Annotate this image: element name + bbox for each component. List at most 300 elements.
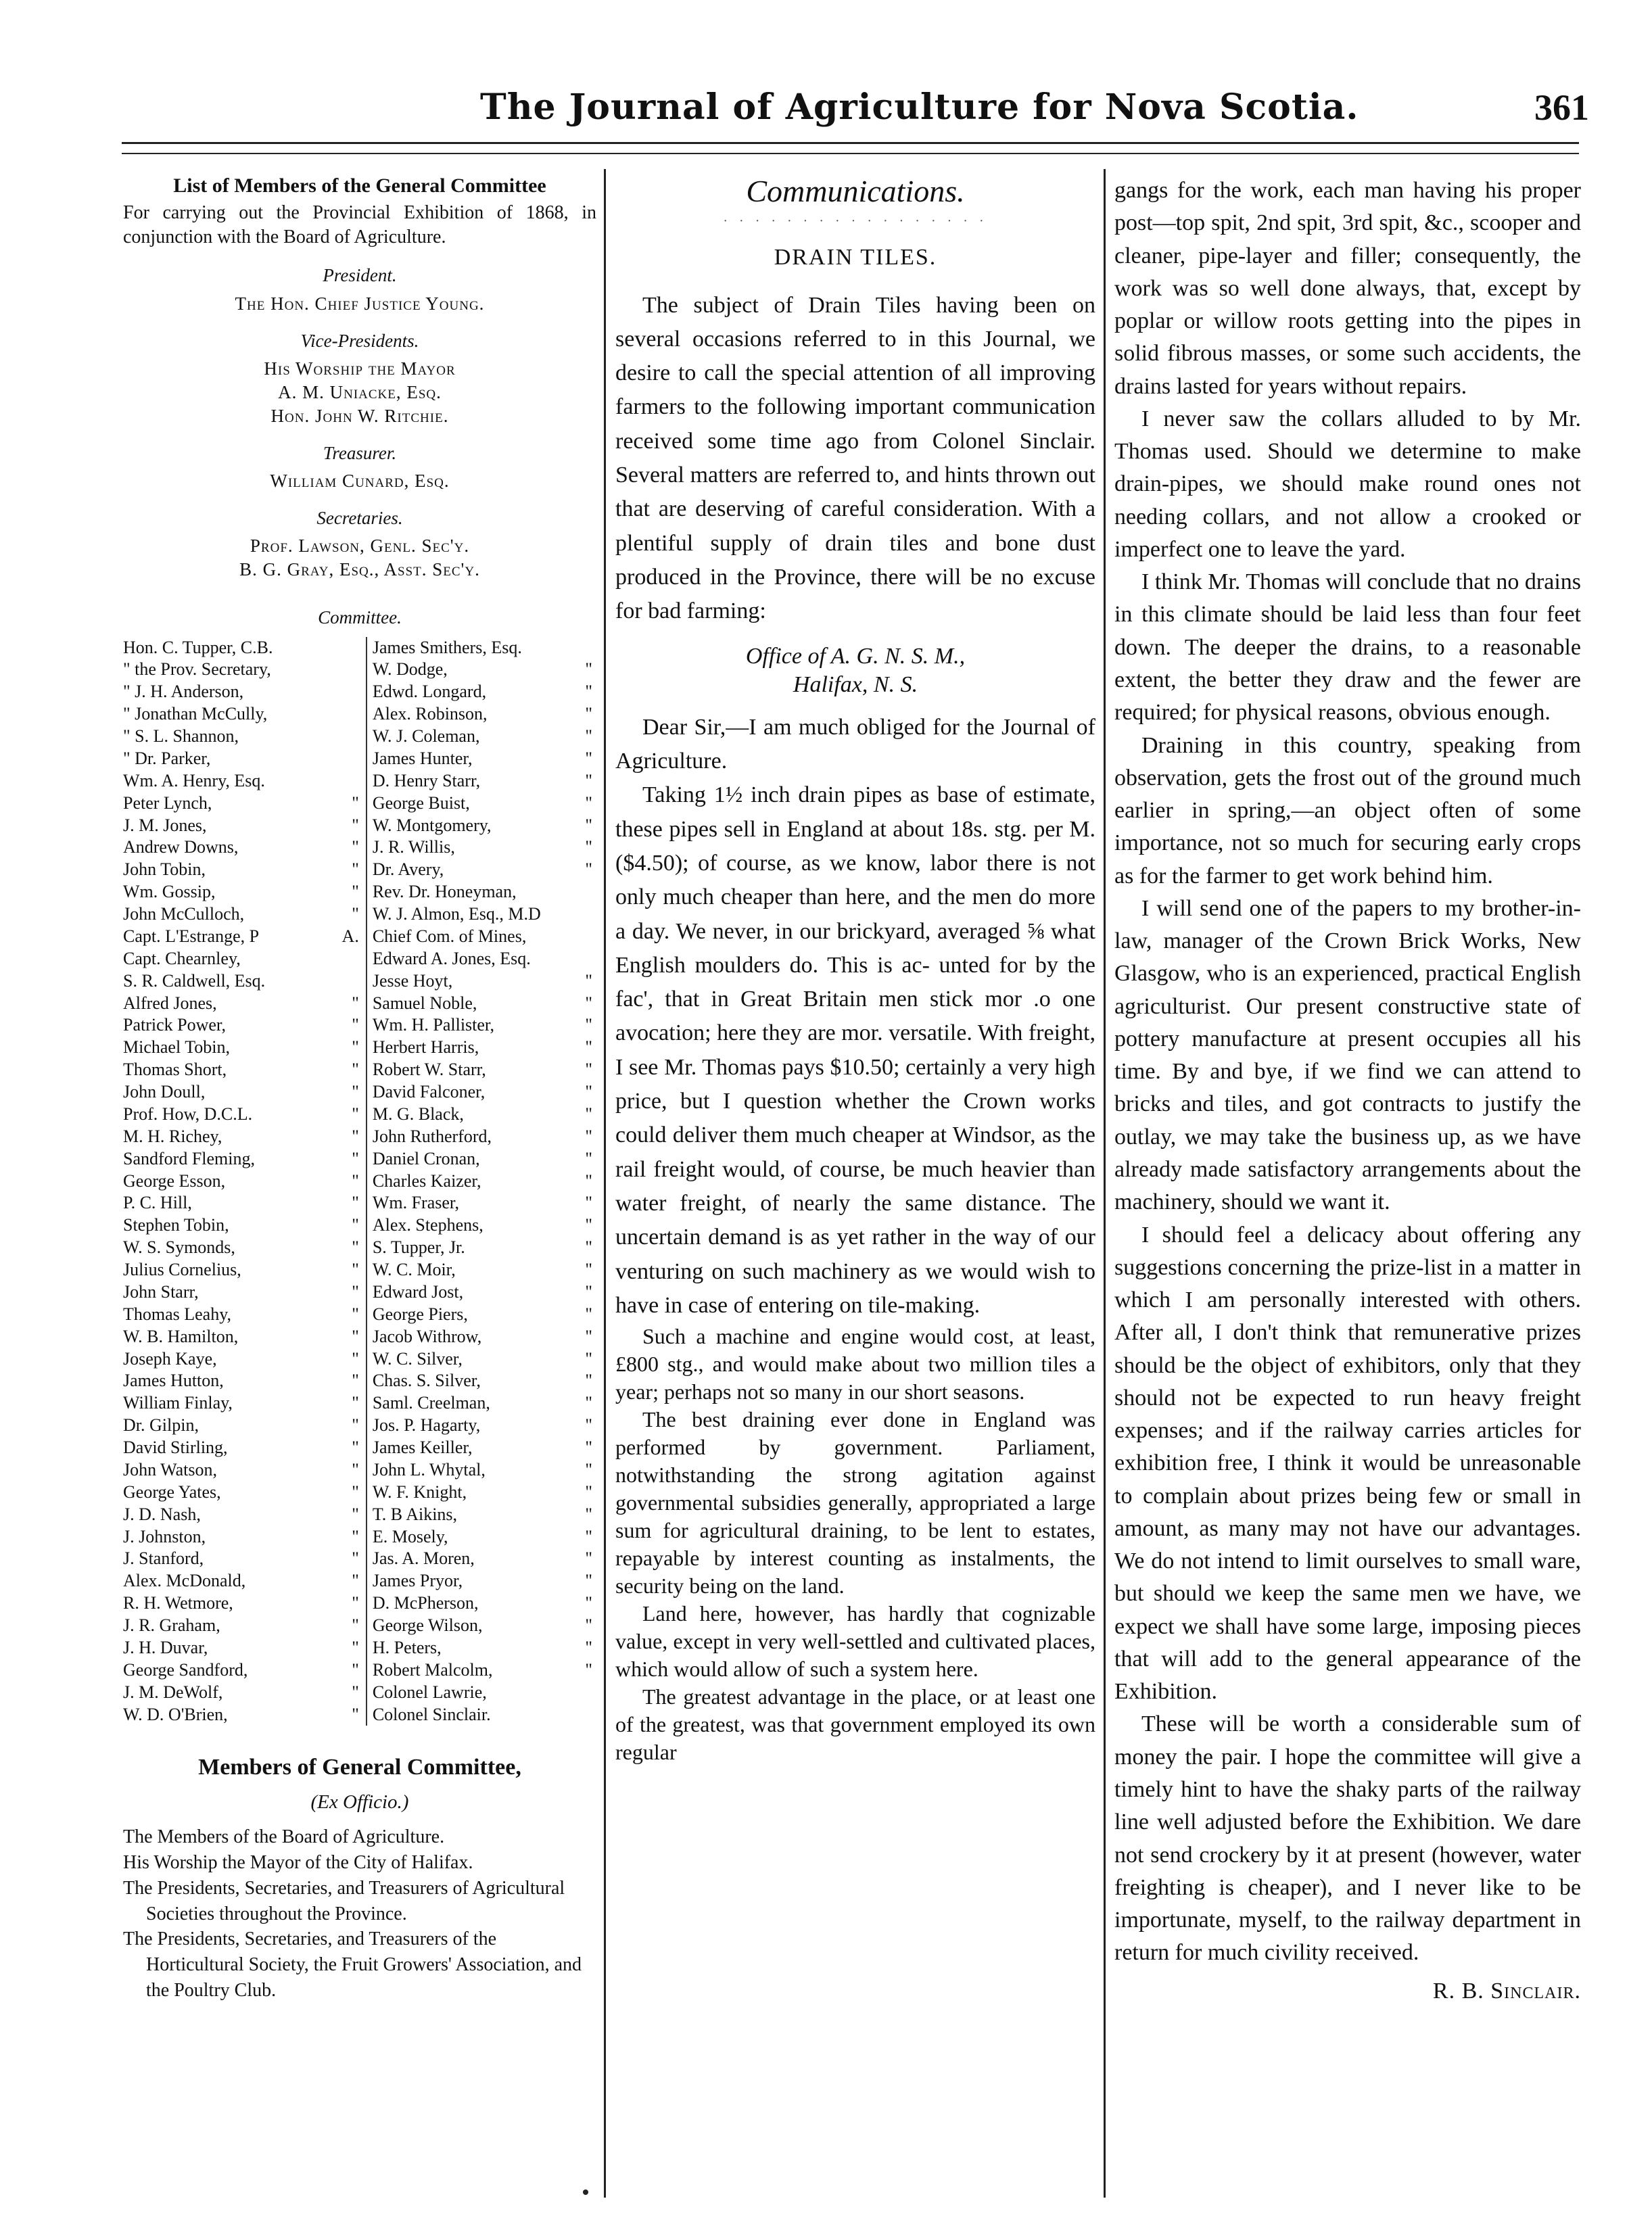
committee-member [373,1504,596,1526]
committee-member [373,770,596,792]
ditto-mark: " [585,1260,592,1280]
ditto-mark: " [585,1348,592,1369]
committee-member-name: John Rutherford, [372,1126,492,1146]
committee-member-name: John Starr, [123,1281,199,1302]
ditto-mark: " [585,1393,592,1413]
ditto-mark: " [352,1438,359,1458]
committee-member-name: W. J. Almon, Esq., M.D [372,904,541,924]
signature: R. B. Sinclair. [1432,1978,1581,2004]
committee-member-name: James Keiller, [372,1438,473,1458]
ditto-mark: " [352,1615,359,1636]
ditto-mark: " [352,1193,359,1213]
committee-member [373,703,596,726]
committee-member-name: Joseph Kaye, [123,1348,217,1369]
treasurer-label: Treasurer. [323,442,397,463]
ditto-mark: " [352,1393,359,1413]
ditto-mark: " [585,1459,592,1479]
committee-member-name: J. Johnston, [123,1526,206,1546]
ditto-mark [359,770,363,792]
committee-member [373,970,596,993]
committee-member-name: W. Dodge, [372,659,448,680]
ornament-divider: · · · · · · · · · · · · · · · · · [723,213,988,229]
ditto-mark: " [352,1348,359,1369]
committee-member-name: John Doull, [123,1082,206,1102]
committee-member-name: D. Henry Starr, [372,770,481,790]
ditto-mark: " [585,1438,592,1458]
committee-member-name: " Dr. Parker, [123,748,211,768]
committee-member [123,1415,363,1437]
committee-member-name: M. H. Richey, [123,1126,222,1146]
ditto-mark: " [585,1615,592,1636]
committee-member-name: Colonel Lawrie, [372,1682,487,1702]
committee-member [123,1637,363,1659]
committee-member [373,637,596,659]
committee-member [123,1037,363,1059]
ditto-mark: " [352,1326,359,1346]
committee-list [123,637,596,1726]
committee-member [373,1392,596,1415]
committee-member-name: Dr. Avery, [372,859,444,880]
committee-member-name: George Esson, [123,1170,226,1191]
committee-member-name: Capt. L'Estrange, P [123,926,260,946]
ditto-mark: " [585,792,592,813]
ditto-mark [359,970,363,993]
committee-member-name: Wm. Gossip, [123,882,216,902]
committee-member-name: William Finlay, [123,1393,233,1413]
committee-member-name: " J. H. Anderson, [123,682,244,702]
ditto-mark: " [352,1037,359,1058]
ditto-mark: " [352,1593,359,1613]
committee-member [373,659,596,681]
committee-member-name: Wm. H. Pallister, [372,1015,495,1035]
committee-member [123,1570,363,1592]
middle-column [615,174,1095,1766]
left-column [123,174,596,2004]
ditto-mark: " [352,859,359,880]
committee-member-name: Sandford Fleming, [123,1148,255,1168]
committee-member-name: W. Montgomery, [372,815,492,835]
committee-member [373,1548,596,1570]
committee-member-name: W. D. O'Brien, [123,1704,228,1724]
committee-member-name: James Smithers, Esq. [372,637,522,657]
committee-member-name: George Sandford, [123,1659,248,1680]
ditto-mark: " [585,1104,592,1124]
committee-member [373,859,596,881]
committee-member [373,1326,596,1348]
ditto-mark: " [585,1082,592,1102]
letter-paragraph: These will be worth a considerable sum of money the pair. I hope the committee will give a timely hint to have the shaky parts of the railway line well adjusted before the Exhibition. We dare not send crockery by it at present (however, water freighting is cheaper), and I never like to be importunate, myself, to the railway department in return for much civility received. [1114,1711,1581,1966]
committee-member-name: Dr. Gilpin, [123,1415,199,1436]
committee-member-name: John Watson, [123,1459,217,1479]
committee-member-name: Stephen Tobin, [123,1215,229,1235]
ditto-mark: " [585,1170,592,1191]
member-entry: The Members of the Board of Agriculture. [123,1826,445,1848]
ditto-mark: " [352,837,359,857]
president-label: President. [323,265,397,286]
committee-member-name: Thomas Leahy, [123,1304,232,1324]
committee-member [373,836,596,859]
committee-member-name: George Buist, [372,792,470,813]
ditto-mark: " [585,1015,592,1035]
committee-member-name: " the Prov. Secretary, [123,659,271,680]
committee-member-name: John Tobin, [123,859,206,880]
letter-paragraph: I think Mr. Thomas will conclude that no drains in this climate should be laid less than four feet down. The deeper the drains, to a reasonable extent, the better they draw and the fewer are required; for physical reasons, obvious enough. [1114,569,1582,726]
committee-member [373,1526,596,1548]
member-entry: The Presidents, Secretaries, and Treasurers of Agricultural Societies throughout the Province. [123,1877,565,1924]
right-column [1114,174,1581,2008]
ditto-mark [359,703,363,726]
ditto-mark [359,726,363,748]
letter-paragraph: The best draining ever done in England was performed by government. Parliament, notwithstanding the strong agitation against governmental subsidies generally, appropriated a large sum for agricultural draining, to be lent to estates, repayable by interest counting as instalments, the security being on the land. [615,1407,1095,1598]
committee-member [123,1014,363,1037]
ditto-mark [592,926,596,948]
ditto-mark: " [585,1193,592,1213]
ditto-mark: " [352,1526,359,1546]
committee-member-name: George Yates, [123,1482,221,1502]
committee-member-name: Colonel Sinclair. [372,1704,491,1724]
committee-member [123,770,363,792]
ditto-mark: " [585,682,592,702]
member-entry: His Worship the Mayor of the City of Halifax. [123,1852,473,1874]
vice-presidents-label: Vice-Presidents. [300,330,419,351]
ditto-mark: " [585,748,592,768]
committee-member [373,1192,596,1214]
committee-member [123,703,363,726]
committee-member-name: W. S. Symonds, [123,1237,235,1258]
committee-member [123,1348,363,1371]
ditto-mark: " [585,1504,592,1524]
ditto-mark: " [585,1637,592,1657]
committee-member-name: Wm. A. Henry, Esq. [123,770,265,790]
committee-member [123,1659,363,1682]
committee-member-name: Charles Kaizer, [372,1170,481,1191]
ditto-mark: " [352,1148,359,1168]
letter-paragraph: The greatest advantage in the place, or at least one of the greatest, was that government employed its own regular [615,1684,1095,1764]
ditto-mark: " [352,993,359,1013]
page-number: 361 [1534,87,1589,128]
committee-member [123,1592,363,1615]
committee-member-name: Wm. Fraser, [372,1193,460,1213]
committee-member [123,836,363,859]
committee-member-name: John L. Whytal, [372,1459,486,1479]
committee-member [123,1548,363,1570]
committee-member [123,1326,363,1348]
committee-member-name: W. C. Silver, [372,1348,463,1369]
committee-member-name: J. D. Nash, [123,1504,201,1524]
committee-member [373,1637,596,1659]
committee-member [123,1615,363,1637]
committee-member-name: " S. L. Shannon, [123,726,239,747]
ditto-mark: " [585,1415,592,1436]
article-intro: The subject of Drain Tiles having been on several occasions referred to in this Journal, we desire to call the special attention of all improving farmers to the following important communication received some time ago from Colonel Sinclair. Several matters are referred to, and hints thrown out that are deserving of careful consideration. With a plentiful supply of drain tiles and bone dust produced in the Province, there will be no excuse for bad farming: [615,292,1095,624]
ditto-mark: " [352,1482,359,1502]
committee-member [373,1237,596,1259]
committee-member-name: Alex. McDonald, [123,1571,246,1591]
ditto-mark: " [585,1237,592,1258]
secretary-2: B. G. Gray, Esq., Asst. Sec'y. [239,559,480,580]
committee-member [373,1037,596,1059]
committee-member-name: J. M. DeWolf, [123,1682,223,1702]
committee-member-name: Herbert Harris, [372,1037,479,1058]
ditto-mark: " [352,1082,359,1102]
committee-member [373,1570,596,1592]
ditto-mark: " [585,970,592,991]
ditto-mark: " [585,770,592,790]
committee-member-name: J. R. Graham, [123,1615,220,1636]
ditto-mark: " [585,659,592,680]
vice-president-3: Hon. John W. Ritchie. [270,405,449,426]
committee-member-name: J. H. Duvar, [123,1637,208,1657]
ditto-mark [592,948,596,970]
committee-member-name: John McCulloch, [123,904,245,924]
committee-list-left [123,637,367,1726]
committee-member-name: E. Mosely, [372,1526,448,1546]
committee-member [123,1370,363,1392]
ditto-mark: " [352,1571,359,1591]
committee-member [123,1437,363,1459]
committee-member-name: T. B Aikins, [372,1504,458,1524]
committee-member [123,748,363,770]
committee-member [123,970,363,993]
committee-member [373,1615,596,1637]
committee-member [373,1014,596,1037]
ditto-mark: " [585,1371,592,1391]
committee-member-name: Capt. Chearnley, [123,948,241,968]
committee-member [123,681,363,703]
president-name: The Hon. Chief Justice Young. [235,293,485,314]
committee-member [373,1304,596,1326]
committee-member-name: W. B. Hamilton, [123,1326,239,1346]
committee-member [373,1482,596,1504]
member-entry: The Presidents, Secretaries, and Treasurers of the Horticultural Society, the Fruit Growers' Association, and the Poultry Club. [123,1928,582,2002]
ditto-mark: " [352,1704,359,1724]
committee-member-name: Daniel Cronan, [372,1148,480,1168]
ditto-mark: " [352,815,359,835]
committee-member-name: James Hunter, [372,748,473,768]
committee-member [373,903,596,926]
committee-member [373,1126,596,1148]
committee-member [123,1081,363,1104]
committee-member-name: Alex. Stephens, [372,1215,483,1235]
ornament-dot [583,2189,588,2195]
committee-member [123,1504,363,1526]
page-header [101,87,1589,141]
committee-member [123,1104,363,1126]
ditto-mark: " [352,1415,359,1436]
committee-member-name: R. H. Wetmore, [123,1593,233,1613]
committee-member-name: Andrew Downs, [123,837,239,857]
committee-member [123,1214,363,1237]
header-rule-top [122,142,1579,144]
committee-member-name: S. R. Caldwell, Esq. [123,970,266,991]
ditto-mark: " [585,837,592,857]
ditto-mark: " [352,1659,359,1680]
committee-member [123,1526,363,1548]
journal-title: The Journal of Agriculture for Nova Scotia. [480,87,1359,128]
committee-member-name: Prof. How, D.C.L. [123,1104,253,1124]
committee-member-name: Rev. Dr. Honeyman, [372,882,517,902]
committee-member-name: " Jonathan McCully, [123,704,268,724]
committee-member [373,1214,596,1237]
letter-salutation: Dear Sir,—I am much obliged for the Journal of Agriculture. [615,714,1095,774]
letter-paragraph: I never saw the collars alluded to by Mr. Thomas used. Should we determine to make drain-pipes, we should make round ones not needing collars, and not allow a crooked or imperfect one to leave the yard. [1114,406,1581,562]
committee-member-name: Jas. A. Moren, [372,1548,475,1569]
ditto-mark: " [585,815,592,835]
committee-member [373,1059,596,1081]
article-title: DRAIN TILES. [774,245,937,270]
ditto-mark [592,881,596,903]
letter-address [615,642,1095,700]
list-intro: For carrying out the Provincial Exhibition of 1868, in conjunction with the Board of Agriculture. [123,202,596,248]
committee-member-name: Edward A. Jones, Esq. [372,948,531,968]
committee-list-right [367,637,596,1726]
committee-member [373,1259,596,1281]
committee-member [123,948,363,970]
committee-member [373,948,596,970]
secretary-1: Prof. Lawson, Genl. Sec'y. [250,536,470,556]
ditto-mark: " [585,1659,592,1680]
committee-member-name: Jacob Withrow, [372,1326,482,1346]
committee-member-name: W. J. Coleman, [372,726,480,747]
committee-member-name: H. Peters, [372,1637,442,1657]
ditto-mark: " [352,882,359,902]
members-heading: Members of General Committee, [198,1755,521,1780]
committee-member [123,726,363,748]
committee-member [123,1259,363,1281]
ditto-mark: " [585,1060,592,1080]
ditto-mark [359,637,363,659]
committee-member [373,726,596,748]
ditto-mark: " [352,1281,359,1302]
committee-member-name: Jesse Hoyt, [372,970,453,991]
committee-member-name: George Wilson, [372,1615,483,1636]
ditto-mark: " [585,1548,592,1569]
ditto-mark [359,681,363,703]
committee-label: Committee. [318,607,402,628]
committee-member-name: Hon. C. Tupper, C.B. [123,637,273,657]
committee-member [373,815,596,837]
committee-member [123,903,363,926]
ditto-mark [592,637,596,659]
committee-member-name: Alex. Robinson, [372,704,488,724]
letter-address-line-2: Halifax, N. S. [793,672,918,698]
committee-member-name: Edwd. Longard, [372,682,487,702]
committee-member [373,1437,596,1459]
committee-member [373,1659,596,1682]
committee-member [123,1148,363,1170]
secretaries-label: Secretaries. [316,508,403,529]
committee-member [123,1392,363,1415]
committee-member [373,1704,596,1726]
ditto-mark: " [585,1281,592,1302]
ditto-mark: " [352,1170,359,1191]
committee-member [373,681,596,703]
letter-paragraph: Land here, however, has hardly that cognizable value, except in very well-settled and cultivated places, which would allow of such a system here. [615,1601,1095,1681]
letter-address-line-1: Office of A. G. N. S. M., [745,643,966,669]
committee-member-name: P. C. Hill, [123,1193,192,1213]
committee-member [123,659,363,681]
ditto-mark [592,1682,596,1704]
letter-paragraph: I will send one of the papers to my brother-in-law, manager of the Crown Brick Works, New Glasgow, who is an experienced, practical English agriculturist. Our present constructive state of pottery manufacture at present occupies all his time. By and bye, if we find we can attend to bricks and tiles, and got contracts to justify the outlay, we may take the business up, as we have already made satisfactory arrangements about the machinery, should we want it. [1114,895,1581,1215]
ditto-mark: " [585,1526,592,1546]
ditto-mark: " [585,1148,592,1168]
committee-member [123,993,363,1015]
ditto-mark: " [352,1237,359,1258]
ditto-mark: " [352,1126,359,1146]
committee-member [123,1704,363,1726]
list-heading: List of Members of the General Committee [173,174,546,197]
ditto-mark: " [352,792,359,813]
committee-member-name: David Stirling, [123,1438,228,1458]
ditto-mark: " [585,1326,592,1346]
ditto-mark: A. [341,926,359,946]
committee-member-name: James Pryor, [372,1571,463,1591]
committee-member [373,748,596,770]
committee-member-name: M. G. Black, [372,1104,464,1124]
letter-paragraph: Such a machine and engine would cost, at least, £800 stg., and would make about two million tiles a year; perhaps not so many in our short seasons. [615,1324,1095,1404]
committee-member-name: Robert W. Starr, [372,1060,486,1080]
committee-member-name: S. Tupper, Jr. [372,1237,465,1258]
ditto-mark: " [352,1304,359,1324]
ditto-mark: " [352,1015,359,1035]
vice-president-2: A. M. Uniacke, Esq. [278,381,442,402]
committee-member [373,881,596,903]
ditto-mark: " [585,1037,592,1058]
ditto-mark [359,948,363,970]
ditto-mark: " [352,1504,359,1524]
ditto-mark: " [352,1371,359,1391]
committee-member [373,1370,596,1392]
ditto-mark: " [585,993,592,1013]
committee-member-name: Chas. S. Silver, [372,1371,481,1391]
column-divider-right [1104,169,1106,2198]
ditto-mark [592,903,596,926]
committee-member [123,1459,363,1482]
committee-member [373,1104,596,1126]
letter-paragraph: Draining in this country, speaking from observation, gets the frost out of the ground much earlier in spring,—an object often of some importance, not so much for securing early crops as for the farmer to get work behind him. [1114,732,1581,889]
letter-paragraph: gangs for the work, each man having his proper post—top spit, 2nd spit, 3rd spit, &c., scooper and cleaner, pipe-layer and filler; consequently, the work was so well done always, that, except by poplar or willow roots getting into the pipes in solid fibrous masses, or some such accidents, the drains lasted for years without repairs. [1114,178,1581,399]
ditto-mark: " [585,859,592,880]
ditto-mark: " [585,1304,592,1324]
committee-member-name: Alfred Jones, [123,993,217,1013]
column-divider-left [604,169,606,2198]
ditto-mark [359,659,363,681]
committee-member [123,1126,363,1148]
ditto-mark [359,748,363,770]
committee-member [373,1348,596,1371]
committee-member [373,1281,596,1304]
committee-member [373,1592,596,1615]
ditto-mark: " [585,704,592,724]
committee-member [123,1482,363,1504]
ditto-mark: " [585,1593,592,1613]
committee-member [123,881,363,903]
committee-member-name: Edward Jost, [372,1281,464,1302]
committee-member-name: W. F. Knight, [372,1482,467,1502]
committee-member [373,1682,596,1704]
ditto-mark: " [352,1215,359,1235]
committee-member [123,1237,363,1259]
header-rule-bottom [122,153,1579,154]
committee-member-name: D. McPherson, [372,1593,479,1613]
committee-member-name: W. C. Moir, [372,1260,456,1280]
ditto-mark: " [352,1637,359,1657]
committee-member-name: David Falconer, [372,1082,486,1102]
committee-member [123,1059,363,1081]
committee-member-name: Thomas Short, [123,1060,227,1080]
committee-member-name: J. R. Willis, [372,837,455,857]
committee-member-name: Peter Lynch, [123,792,212,813]
